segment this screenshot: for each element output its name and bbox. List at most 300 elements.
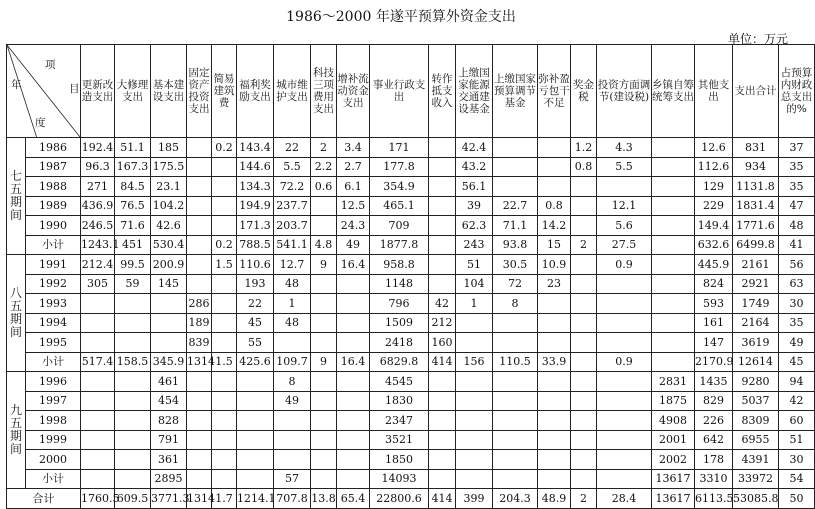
value-cell: 226 [695,411,733,431]
year-cell: 1998 [26,411,81,431]
value-cell: 143.4 [237,138,274,158]
value-cell [115,450,151,470]
column-header: 简易建筑费 [212,45,237,138]
value-cell: 0.8 [571,157,597,177]
value-cell: 593 [695,294,733,314]
value-cell [81,411,115,431]
value-cell [311,411,337,431]
period-label: 八 五 期 间 [7,255,26,372]
value-cell: 2002 [652,450,695,470]
value-cell: 110.5 [493,352,538,372]
value-cell: 6499.8 [733,235,779,255]
value-cell [311,469,337,489]
value-cell [115,391,151,411]
value-cell [187,372,212,392]
value-cell: 530.4 [151,235,187,255]
value-cell: 22 [274,138,311,158]
value-cell: 831 [733,138,779,158]
value-cell: 1875 [652,391,695,411]
value-cell [337,333,370,353]
value-cell [237,391,274,411]
value-cell: 709 [370,216,429,236]
value-cell: 0.6 [311,177,337,197]
value-cell [597,333,652,353]
value-cell: 94 [779,372,815,392]
value-cell: 23 [538,274,571,294]
value-cell [212,157,237,177]
value-cell [652,235,695,255]
value-cell [538,469,571,489]
value-cell: 425.6 [237,352,274,372]
value-cell: 8309 [733,411,779,431]
value-cell: 9 [311,255,337,275]
value-cell: 160 [429,333,456,353]
value-cell: 42 [429,294,456,314]
column-header: 大修理支出 [115,45,151,138]
value-cell [456,372,493,392]
value-cell: 1850 [370,450,429,470]
value-cell: 177.8 [370,157,429,177]
value-cell: 16.4 [337,352,370,372]
value-cell [187,450,212,470]
value-cell: 189 [187,313,212,333]
value-cell: 958.8 [370,255,429,275]
value-cell: 414 [429,352,456,372]
value-cell [81,430,115,450]
value-cell [212,430,237,450]
value-cell: 2 [311,138,337,158]
value-cell: 72.2 [274,177,311,197]
value-cell [538,372,571,392]
value-cell: 2831 [652,372,695,392]
value-cell: 1 [274,294,311,314]
value-cell [115,333,151,353]
value-cell: 9280 [733,372,779,392]
value-cell: 1.5 [212,255,237,275]
value-cell [538,430,571,450]
value-cell [187,138,212,158]
column-header: 投资方面调节(建设税) [597,45,652,138]
value-cell: 185 [151,138,187,158]
value-cell: 30 [779,450,815,470]
value-cell: 237.7 [274,196,311,216]
value-cell: 465.1 [370,196,429,216]
total-value-cell: 53085.8 [733,489,779,509]
value-cell [429,274,456,294]
value-cell [337,430,370,450]
value-cell: 436.9 [81,196,115,216]
value-cell: 158.5 [115,352,151,372]
value-cell: 451 [115,235,151,255]
value-cell [652,138,695,158]
value-cell: 12.5 [337,196,370,216]
table-row [7,469,815,489]
value-cell: 839 [187,333,212,353]
year-cell: 1996 [26,372,81,392]
value-cell [81,372,115,392]
value-cell [81,450,115,470]
value-cell: 33972 [733,469,779,489]
value-cell: 5.6 [597,216,652,236]
value-cell: 43.2 [456,157,493,177]
value-cell: 824 [695,274,733,294]
column-header: 乡镇自筹统筹支出 [652,45,695,138]
value-cell [493,157,538,177]
value-cell: 541.1 [274,235,311,255]
value-cell [151,313,187,333]
value-cell: 54 [779,469,815,489]
total-value-cell: 414 [429,489,456,509]
value-cell: 22 [237,294,274,314]
table-row [7,430,815,450]
value-cell [571,255,597,275]
value-cell [493,313,538,333]
value-cell: 271 [81,177,115,197]
column-header: 事业行政支出 [370,45,429,138]
value-cell: 12.1 [597,196,652,216]
value-cell [493,469,538,489]
value-cell: 8 [493,294,538,314]
year-cell: 1997 [26,391,81,411]
year-cell: 1999 [26,430,81,450]
value-cell: 14093 [370,469,429,489]
value-cell [115,372,151,392]
value-cell: 4391 [733,450,779,470]
value-cell: 22.7 [493,196,538,216]
value-cell: 178 [695,450,733,470]
value-cell: 49 [337,235,370,255]
total-value-cell: 13.8 [311,489,337,509]
value-cell [81,469,115,489]
value-cell [538,450,571,470]
value-cell: 246.5 [81,216,115,236]
value-cell: 1.2 [571,138,597,158]
value-cell: 229 [695,196,733,216]
value-cell [456,450,493,470]
total-value-cell: 1760.5 [81,489,115,509]
value-cell [237,450,274,470]
value-cell [212,469,237,489]
value-cell [429,411,456,431]
value-cell [538,391,571,411]
column-header: 奖金税 [571,45,597,138]
value-cell [652,274,695,294]
value-cell [187,391,212,411]
value-cell: 72 [493,274,538,294]
value-cell [571,352,597,372]
value-cell: 3619 [733,333,779,353]
value-cell: 642 [695,430,733,450]
period-label: 九 五 期 间 [7,372,26,489]
value-cell: 48 [779,216,815,236]
value-cell [237,430,274,450]
value-cell [493,430,538,450]
value-cell: 42 [779,391,815,411]
value-cell: 112.6 [695,157,733,177]
table-row [7,391,815,411]
value-cell [212,177,237,197]
value-cell: 56.1 [456,177,493,197]
value-cell [337,450,370,470]
value-cell [597,411,652,431]
column-header: 弥补盈亏包干不足 [538,45,571,138]
value-cell [652,177,695,197]
value-cell [187,255,212,275]
value-cell [456,313,493,333]
value-cell [237,469,274,489]
value-cell: 145 [151,274,187,294]
value-cell: 3521 [370,430,429,450]
total-value-cell: 707.8 [274,489,311,509]
value-cell: 35 [779,313,815,333]
value-cell [597,313,652,333]
value-cell [429,255,456,275]
header-row [7,45,815,138]
year-cell: 1986 [26,138,81,158]
value-cell: 2164 [733,313,779,333]
column-header: 增补流动资金支出 [337,45,370,138]
value-cell [429,391,456,411]
total-value-cell: 1.7 [212,489,237,509]
value-cell: 791 [151,430,187,450]
value-cell: 134.3 [237,177,274,197]
total-label: 合计 [7,489,81,509]
value-cell [81,313,115,333]
value-cell: 3310 [695,469,733,489]
year-cell: 1995 [26,333,81,353]
value-cell: 41 [779,235,815,255]
value-cell: 16.4 [337,255,370,275]
value-cell: 175.5 [151,157,187,177]
value-cell: 192.4 [81,138,115,158]
value-cell: 71.6 [115,216,151,236]
unit-label: 单位：万元 [727,32,788,46]
value-cell [237,411,274,431]
value-cell: 12.6 [695,138,733,158]
value-cell [429,372,456,392]
value-cell: 0.2 [212,235,237,255]
value-cell [538,313,571,333]
value-cell [493,333,538,353]
value-cell: 56 [779,255,815,275]
value-cell [311,313,337,333]
value-cell [456,391,493,411]
value-cell [429,235,456,255]
total-value-cell: 609.5 [115,489,151,509]
value-cell [212,196,237,216]
value-cell: 445.9 [695,255,733,275]
column-header: 支出合计 [733,45,779,138]
value-cell [493,450,538,470]
total-value-cell: 3771.3 [151,489,187,509]
value-cell: 55 [237,333,274,353]
value-cell [571,469,597,489]
table-row [7,177,815,197]
value-cell: 0.9 [597,255,652,275]
value-cell: 51 [779,430,815,450]
value-cell [212,294,237,314]
total-value-cell: 22800.6 [370,489,429,509]
year-cell: 1991 [26,255,81,275]
year-cell: 1989 [26,196,81,216]
value-cell [652,255,695,275]
value-cell [311,430,337,450]
value-cell [187,274,212,294]
value-cell [429,469,456,489]
value-cell [212,372,237,392]
value-cell [597,450,652,470]
year-cell: 1992 [26,274,81,294]
value-cell [652,313,695,333]
total-value-cell: 48.9 [538,489,571,509]
value-cell [652,352,695,372]
value-cell [571,196,597,216]
table-row [7,157,815,177]
value-cell [187,177,212,197]
total-row [7,489,815,509]
value-cell: 1243.1 [81,235,115,255]
value-cell: 13617 [652,469,695,489]
column-header: 上缴国家能源交通建设基金 [456,45,493,138]
value-cell: 2001 [652,430,695,450]
value-cell [538,411,571,431]
value-cell: 517.4 [81,352,115,372]
column-header: 科技三项费用支出 [311,45,337,138]
value-cell [81,294,115,314]
value-cell [652,157,695,177]
value-cell: 62.3 [456,216,493,236]
value-cell: 2.7 [337,157,370,177]
value-cell [115,469,151,489]
table-row [7,372,815,392]
value-cell: 361 [151,450,187,470]
value-cell: 461 [151,372,187,392]
value-cell [429,430,456,450]
total-value-cell: 204.3 [493,489,538,509]
table-row [7,255,815,275]
column-header: 更新改造支出 [81,45,115,138]
value-cell [538,138,571,158]
value-cell: 212 [429,313,456,333]
value-cell: 2418 [370,333,429,353]
value-cell [151,294,187,314]
value-cell: 71.1 [493,216,538,236]
value-cell [187,235,212,255]
value-cell [571,274,597,294]
value-cell: 48 [274,313,311,333]
value-cell: 796 [370,294,429,314]
value-cell: 0.2 [212,138,237,158]
value-cell [456,333,493,353]
value-cell [237,372,274,392]
value-cell [212,274,237,294]
value-cell: 1131.8 [733,177,779,197]
value-cell [337,294,370,314]
value-cell: 96.3 [81,157,115,177]
value-cell [311,450,337,470]
value-cell [274,333,311,353]
value-cell: 200.9 [151,255,187,275]
value-cell: 147 [695,333,733,353]
value-cell: 47 [779,196,815,216]
total-value-cell: 50 [779,489,815,509]
value-cell: 3.4 [337,138,370,158]
value-cell: 30.5 [493,255,538,275]
value-cell: 2161 [733,255,779,275]
value-cell: 8 [274,372,311,392]
value-cell [429,138,456,158]
value-cell: 305 [81,274,115,294]
total-value-cell: 28.4 [597,489,652,509]
table-row [7,411,815,431]
value-cell: 243 [456,235,493,255]
column-header: 福利奖励支出 [237,45,274,138]
value-cell: 27.5 [597,235,652,255]
value-cell: 149.4 [695,216,733,236]
value-cell [456,430,493,450]
period-label: 七 五 期 间 [7,138,26,255]
total-value-cell: 399 [456,489,493,509]
value-cell: 4.8 [311,235,337,255]
value-cell [571,411,597,431]
value-cell [597,391,652,411]
value-cell: 4908 [652,411,695,431]
value-cell [652,333,695,353]
value-cell [571,391,597,411]
total-value-cell: 6113.5 [695,489,733,509]
year-cell: 1993 [26,294,81,314]
value-cell [571,333,597,353]
value-cell: 93.8 [493,235,538,255]
table-row [7,138,815,158]
value-cell: 99.5 [115,255,151,275]
column-header: 上缴国家预算调节基金 [493,45,538,138]
year-cell: 1987 [26,157,81,177]
value-cell [493,411,538,431]
value-cell: 9 [311,352,337,372]
value-cell [311,372,337,392]
value-cell: 788.5 [237,235,274,255]
value-cell [429,216,456,236]
column-header: 其他支出 [695,45,733,138]
year-cell: 1990 [26,216,81,236]
value-cell: 23.1 [151,177,187,197]
value-cell: 144.6 [237,157,274,177]
value-cell [311,274,337,294]
value-cell [81,333,115,353]
value-cell [212,216,237,236]
table-row [7,333,815,353]
value-cell [337,274,370,294]
table-row [7,294,815,314]
value-cell [597,469,652,489]
value-cell: 1749 [733,294,779,314]
total-value-cell: 1314 [187,489,212,509]
table-row [7,352,815,372]
value-cell: 1435 [695,372,733,392]
value-cell: 6829.8 [370,352,429,372]
value-cell [187,411,212,431]
value-cell: 104 [456,274,493,294]
value-cell: 4.3 [597,138,652,158]
value-cell [538,294,571,314]
value-cell: 828 [151,411,187,431]
corner-nian: 年 [11,79,22,91]
total-value-cell: 13617 [652,489,695,509]
value-cell: 35 [779,157,815,177]
value-cell [456,411,493,431]
value-cell [493,372,538,392]
